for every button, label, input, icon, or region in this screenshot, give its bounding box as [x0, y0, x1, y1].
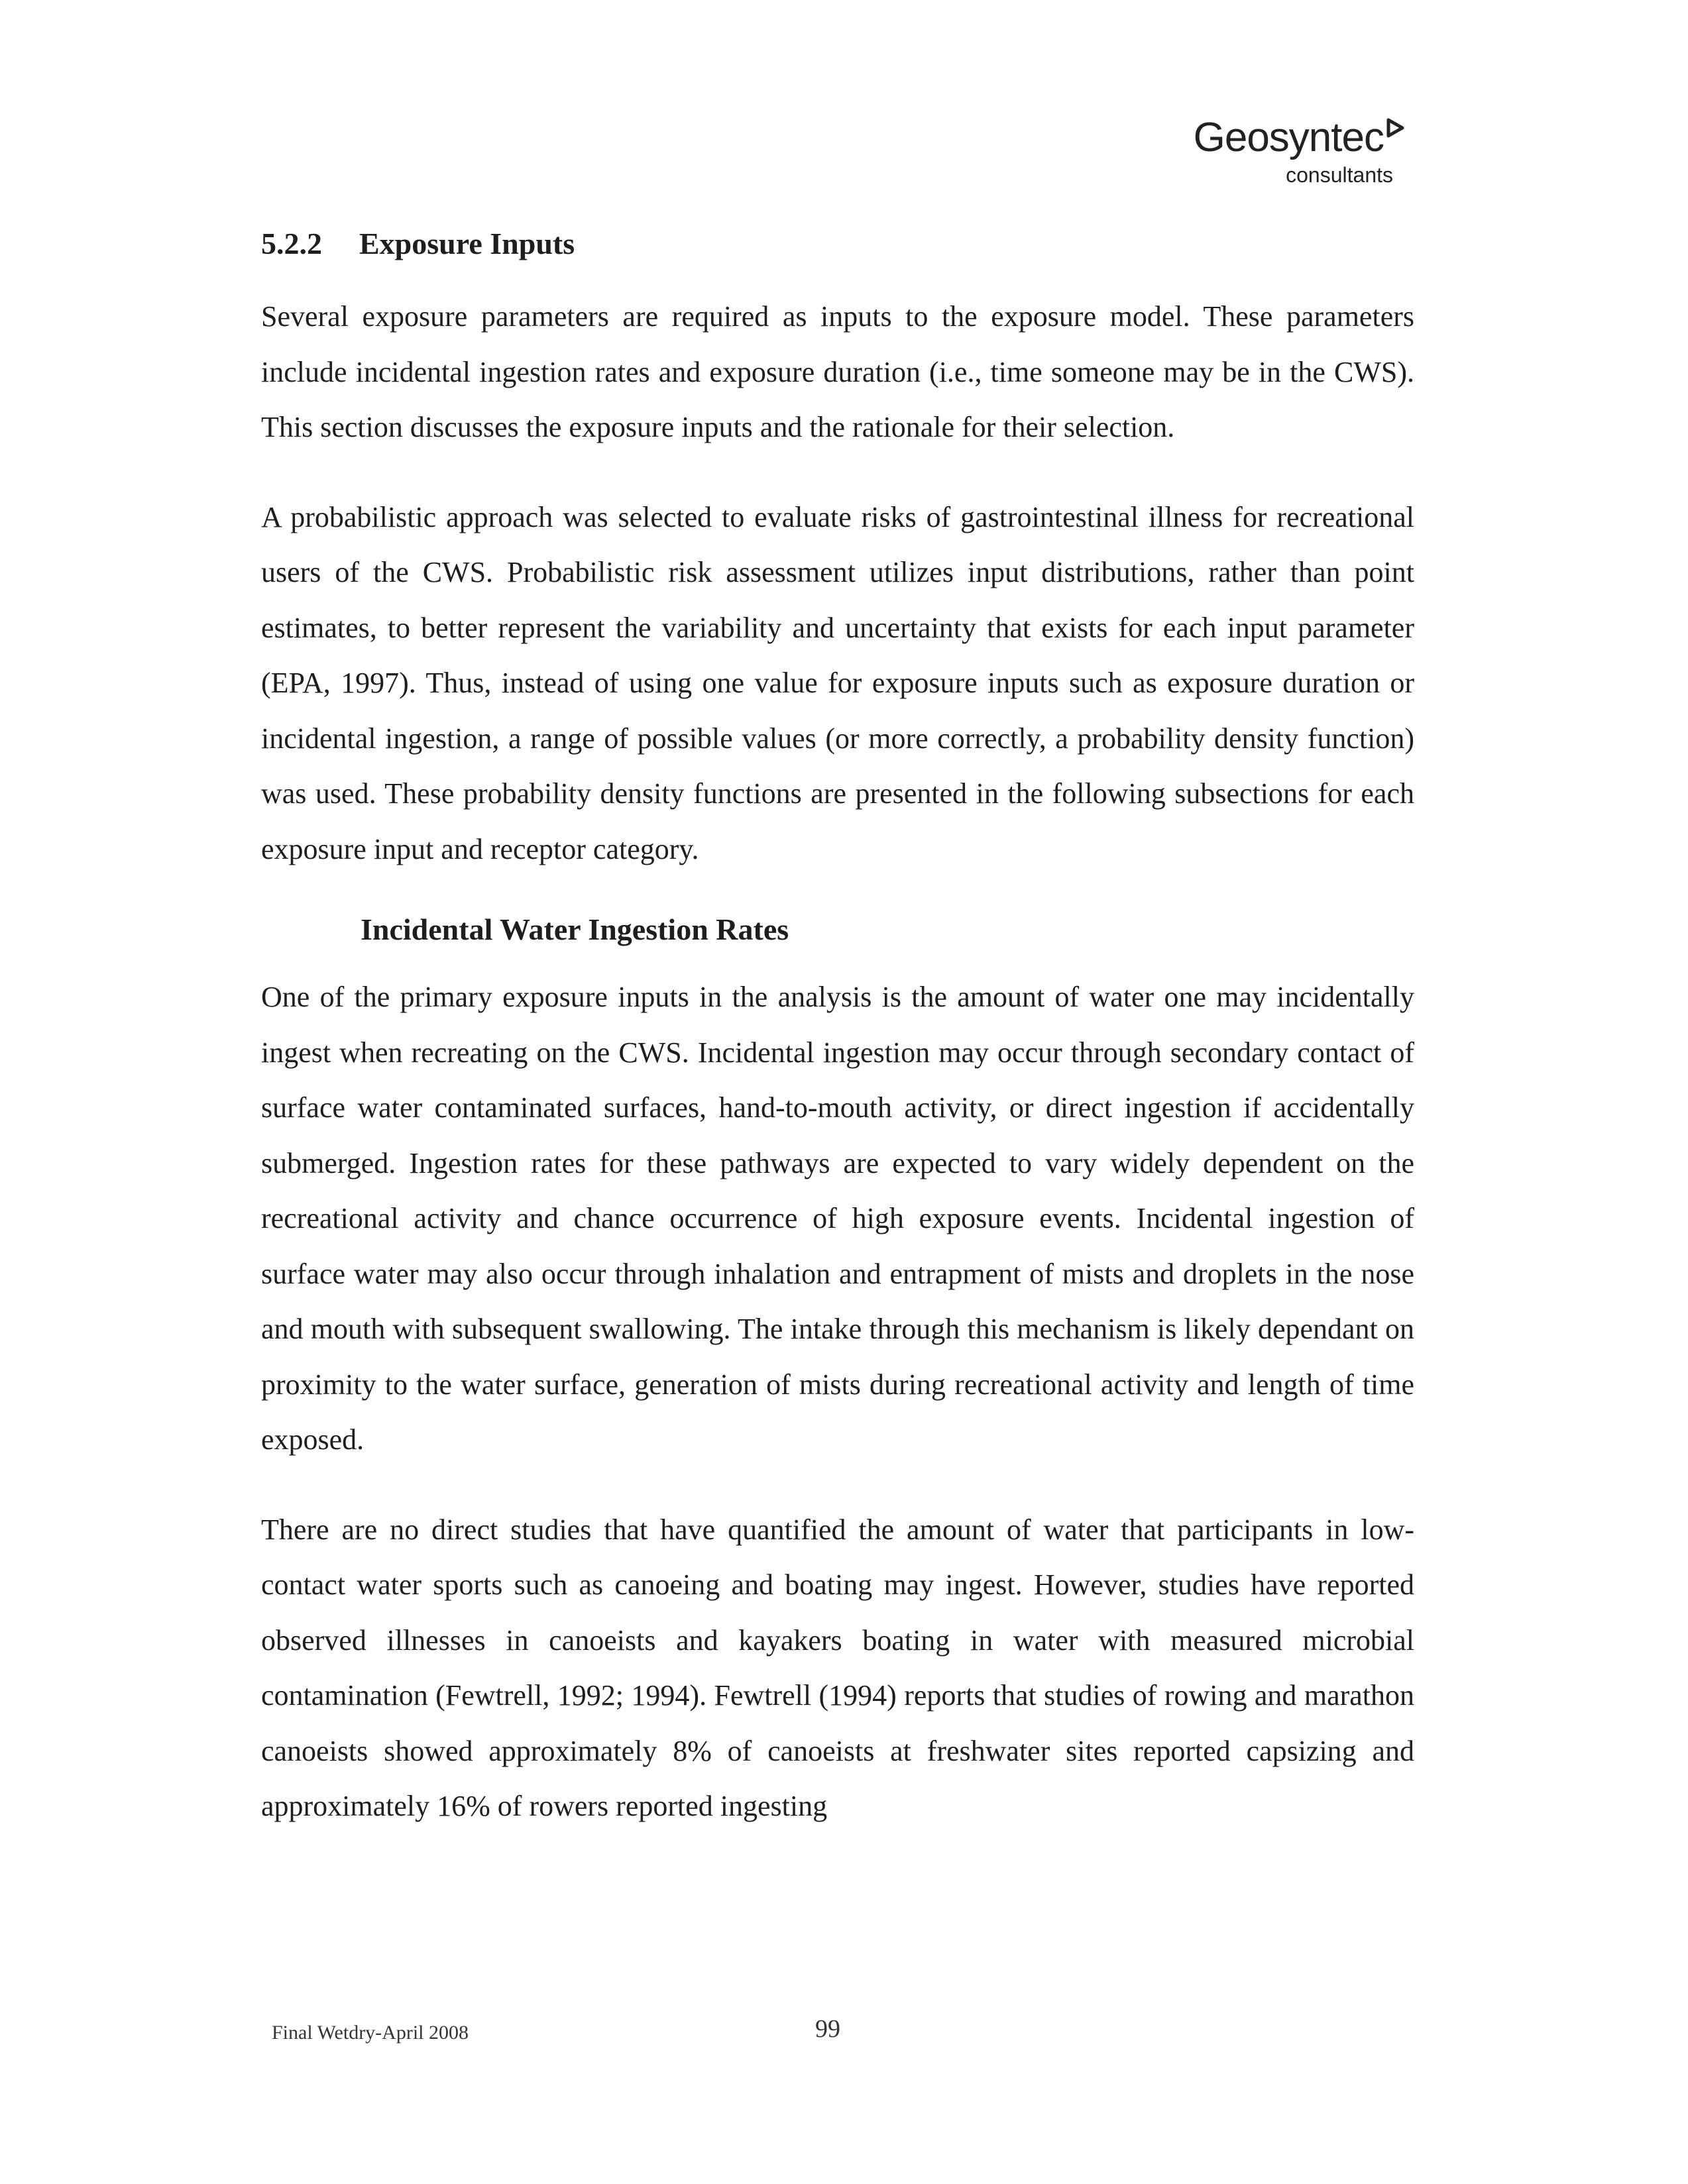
section-title: Exposure Inputs — [359, 227, 575, 260]
logo-wordmark — [1180, 114, 1405, 162]
play-triangle-icon — [1385, 118, 1405, 138]
paragraph: One of the primary exposure inputs in the analysis is the amount of water one may incidentally ingest when recreating on the CWS. Incidental ingestion may occur through secondary contact of surface water contaminated surfaces, hand-to-mouth activity, or direct ingestion if accidentally submerged. Ingestion rates for these pathways are expected to vary widely dependent on the recreational activity and chance occurrence of high exposure events. Incidental ingestion of surface water may also occur through inhalation and entrapment of mists and droplets in the nose and mouth with subsequent swallowing. The intake through this mechanism is likely dependant on proximity to the water surface, generation of mists during recreational activity and length of time exposed. — [261, 981, 1414, 1456]
subsection-title: Incidental Water Ingestion Rates — [361, 912, 789, 946]
company-logo — [1180, 114, 1405, 188]
section-number: 5.2.2 — [261, 227, 322, 260]
logo-subtitle: consultants — [1286, 163, 1393, 187]
page-number: 99 — [815, 2015, 840, 2043]
document-body — [261, 225, 1414, 1869]
logo-name: Geosyntec — [1193, 115, 1384, 160]
paragraph: A probabilistic approach was selected to evaluate risks of gastrointestinal illness for recreational users of the CWS. Probabilistic risk assessment utilizes input distributions, rather than point estimates, to better represent the variability and uncertainty that exists for each input parameter (EPA, 1997). Thus, instead of using one value for exposure inputs such as exposure duration or incidental ingestion, a range of possible values (or more correctly, a probability density function) was used. These probability density functions are presented in the following subsections for each exposure input and receptor category. — [261, 500, 1414, 865]
section-heading — [261, 225, 1414, 262]
paragraph: There are no direct studies that have quantified the amount of water that participants in low-contact water sports such as canoeing and boating may ingest. However, studies have reported observed illnesses in canoeists and kayakers boating in water with measured microbial contamination (Fewtrell, 1992; 1994). Fewtrell (1994) reports that studies of rowing and marathon canoeists showed approximately 8% of canoeists at freshwater sites reported capsizing and approximately 16% of rowers reported ingesting — [261, 1513, 1414, 1822]
footer-document-label: Final Wetdry-April 2008 — [272, 2022, 469, 2044]
paragraph: Several exposure parameters are required as inputs to the exposure model. These parameters include incidental ingestion rates and exposure duration (i.e., time someone may be in the CWS). This section discusses the exposure inputs and the rationale for their selection. — [261, 300, 1414, 443]
